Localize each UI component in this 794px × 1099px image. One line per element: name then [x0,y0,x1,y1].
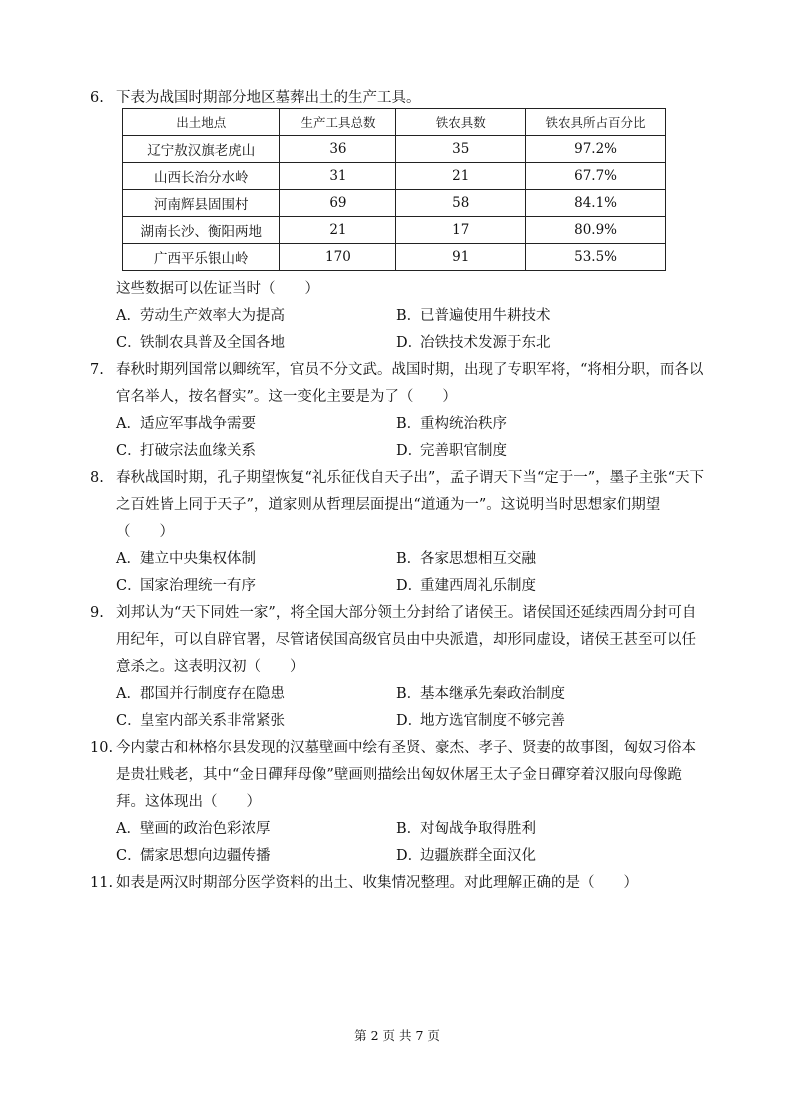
options-grid [90,681,710,735]
table-cell: 58 [396,190,526,217]
options-grid [90,816,710,870]
option-d[interactable]: D．冶铁技术发源于东北 [396,335,551,351]
question-stem: 今内蒙古和林格尔县发现的汉墓壁画中绘有圣贤、豪杰、孝子、贤妻的故事图，匈奴习俗本是贵壮贱老，其中“金日磾拜母像”壁画则描绘出匈奴休屠王太子金日磾穿着汉服向母像跪拜。这体现出（ ） [116,740,696,810]
question-stem: 春秋时期列国常以卿统军，官员不分文武。战国时期，出现了专职军将，“将相分职，而各以官名举人，按名督实”。这一变化主要是为了（ ） [116,362,704,405]
table-cell: 35 [396,136,526,163]
question-11 [90,870,710,897]
options-grid [90,303,710,357]
table-cell: 31 [280,163,396,190]
header-cell: 铁农具所占百分比 [526,109,666,136]
question-number: 10. [90,740,114,756]
table-header-row [123,109,666,136]
table-cell: 17 [396,217,526,244]
question-9 [90,600,710,735]
option-b[interactable]: B．对匈战争取得胜利 [396,821,536,837]
option-b[interactable]: B．已普遍使用牛耕技术 [396,308,551,324]
question-stem: 如表是两汉时期部分医学资料的出土、收集情况整理。对此理解正确的是（ ） [116,875,638,891]
option-d[interactable]: D．完善职官制度 [396,443,507,459]
table-cell: 湖南长沙、衡阳两地 [123,217,280,244]
question-number: 8. [90,470,104,486]
option-c[interactable]: C．国家治理统一有序 [116,578,256,594]
table-cell: 84.1% [526,190,666,217]
table-cell: 36 [280,136,396,163]
option-c[interactable]: C．儒家思想向边疆传播 [116,848,271,864]
table-cell: 67.7% [526,163,666,190]
option-c[interactable]: C．打破宗法血缘关系 [116,443,256,459]
option-a[interactable]: A．劳动生产效率大为提高 [116,308,285,324]
tools-table [122,108,666,271]
table-cell: 69 [280,190,396,217]
options-grid [90,411,710,465]
options-grid [90,546,710,600]
question-number: 7. [90,362,104,378]
option-a[interactable]: A．建立中央集权体制 [116,551,256,567]
table-cell: 170 [280,244,396,271]
table-cell: 53.5% [526,244,666,271]
page-footer: 第 2 页 共 7 页 [354,1028,440,1043]
question-6-prompt-block [90,276,710,357]
option-a[interactable]: A．郡国并行制度存在隐患 [116,686,285,702]
table-row [123,136,666,163]
table-row [123,190,666,217]
table-cell: 97.2% [526,136,666,163]
question-stem: 下表为战国时期部分地区墓葬出土的生产工具。 [116,90,421,106]
header-cell: 铁农具数 [396,109,526,136]
table-cell: 21 [280,217,396,244]
option-d[interactable]: D．重建西周礼乐制度 [396,578,536,594]
table-row [123,244,666,271]
option-a[interactable]: A．适应军事战争需要 [116,416,256,432]
table-cell: 80.9% [526,217,666,244]
option-a[interactable]: A．壁画的政治色彩浓厚 [116,821,271,837]
question-10 [90,735,710,870]
table-cell: 广西平乐银山岭 [123,244,280,271]
option-b[interactable]: B．重构统治秩序 [396,416,507,432]
table-cell: 91 [396,244,526,271]
question-prompt: 这些数据可以佐证当时（ ） [116,281,319,297]
question-stem: 刘邦认为“天下同姓一家”，将全国大部分领土分封给了诸侯王。诸侯国还延续西周分封可自用纪年，可以自辟官署，尽管诸侯国高级官员由中央派遣，却形同虚设，诸侯王甚至可以任意杀之。这表明汉初（ ） [116,605,697,675]
header-cell: 出土地点 [123,109,280,136]
option-c[interactable]: C．铁制农具普及全国各地 [116,335,285,351]
question-8 [90,465,710,600]
question-number: 9. [90,605,104,621]
table-cell: 21 [396,163,526,190]
option-d[interactable]: D．地方选官制度不够完善 [396,713,565,729]
option-b[interactable]: B．各家思想相互交融 [396,551,536,567]
table-row [123,163,666,190]
table-cell: 山西长治分水岭 [123,163,280,190]
table-cell: 河南辉县固围村 [123,190,280,217]
question-stem: 春秋战国时期，孔子期望恢复“礼乐征伐自天子出”，孟子谓天下当“定于一”，墨子主张“天下之百姓皆上同于天子”，道家则从哲理层面提出“道通为一”。这说明当时思想家们期望（ ） [116,470,705,540]
question-7 [90,357,710,465]
option-b[interactable]: B．基本继承先秦政治制度 [396,686,565,702]
table-row [123,217,666,244]
header-cell: 生产工具总数 [280,109,396,136]
option-d[interactable]: D．边疆族群全面汉化 [396,848,536,864]
question-number: 11. [90,875,114,891]
question-number: 6. [90,90,104,106]
option-c[interactable]: C．皇室内部关系非常紧张 [116,713,285,729]
table-cell: 辽宁敖汉旗老虎山 [123,136,280,163]
